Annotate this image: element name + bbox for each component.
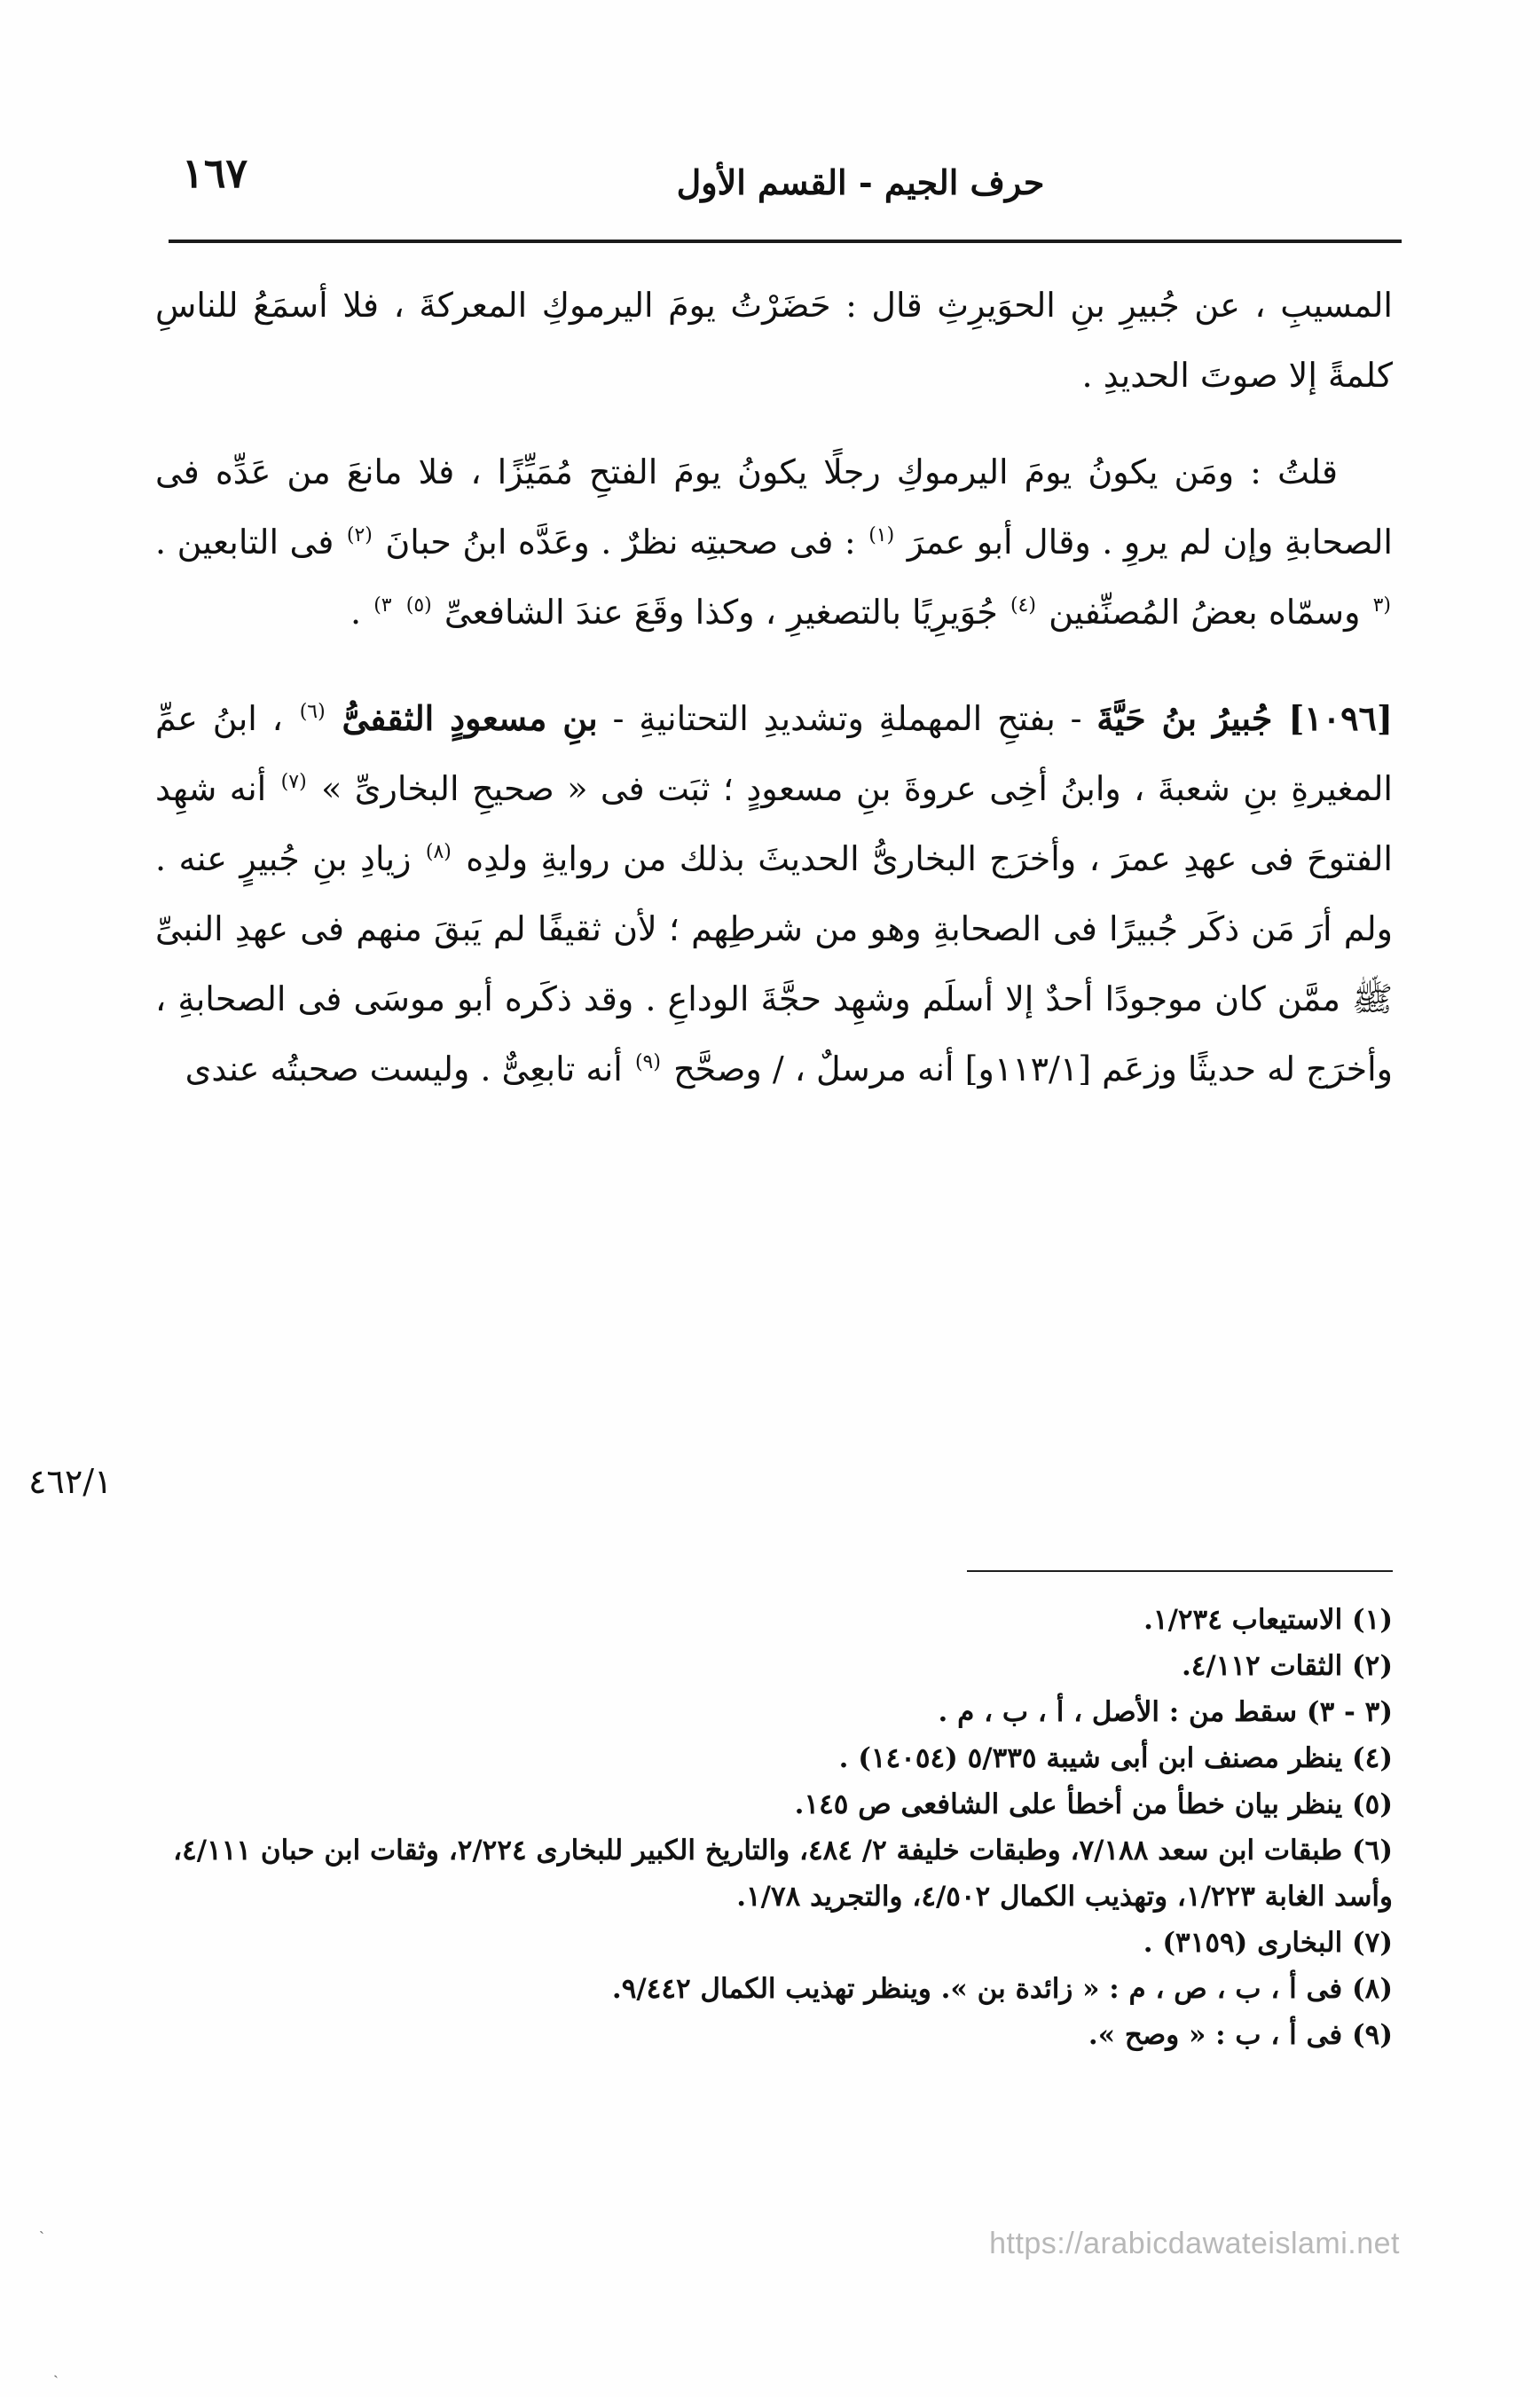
footnote-2: (٢) الثقات ٤/١١٢. [1181, 1650, 1393, 1682]
footnote-4: (٤) ينظر مصنف ابن أبى شيبة ٥/٣٣٥ (١٤٠٥٤) . [838, 1742, 1393, 1774]
entry-1096-paragraph [155, 683, 1393, 1104]
opinion-text-4: وسمّاه بعضُ المُصنِّفين [1049, 593, 1361, 632]
quote-paragraph: المسيبِ ، عن جُبيرِ بنِ الحوَيرِثِ قال : حَضَرْتُ يومَ اليرموكِ المعركةَ ، فلا أسمَعُ للناسِ كلمةً إلا صوتَ الحديدِ . [155, 286, 1393, 395]
opinion-text-6: . [350, 593, 362, 632]
footnote-8: (٨) فى أ ، ب ، ص ، م : « زائدة بن ». وينظر تهذيب الكمال ٩/٤٤٢. [611, 1973, 1393, 2005]
page-header [169, 142, 1402, 243]
opinion-text-3: فى التابعين . [155, 523, 334, 562]
entry-lineage: بنِ مسعودٍ الثقفىُّ [342, 698, 598, 738]
footnote-ref-2: (٢) [346, 524, 373, 547]
footnote-1: (١) الاستيعاب ١/٢٣٤. [1143, 1604, 1393, 1636]
page-number: ١٦٧ [182, 149, 248, 197]
entry-title: [١٠٩٦] جُبيرُ بنُ حَيَّةَ [1096, 698, 1393, 738]
footnote-ref-1: (١) [868, 524, 895, 547]
scan-speck-2: ˴ [53, 2365, 59, 2384]
footnote-divider [967, 1570, 1393, 1572]
footnote-ref-3-open: (٣ [1372, 594, 1391, 617]
footnotes [160, 1597, 1393, 2058]
entry-text-4: أنه تابعِىٌّ . وليست صحبتُه عندى [185, 1049, 623, 1088]
footnote-ref-8: (٨) [425, 841, 452, 864]
author-opinion-paragraph [155, 437, 1393, 648]
scan-speck-1: ˎ [39, 2216, 44, 2235]
footnote-ref-9: (٩) [634, 1051, 661, 1074]
footnote-ref-6: (٦) [299, 701, 326, 724]
manuscript-folio-ref: ٤٦٢/١ [28, 1462, 113, 1501]
entry-vocalization: - بفتحِ المهملةِ وتشديدِ التحتانيةِ - [612, 699, 1082, 738]
main-text [155, 271, 1393, 1104]
entry-text-3: زيادِ بنِ جُبيرٍ عنه . ولم أرَ مَن ذكَر جُبيرًا فى الصحابةِ وهو من شرطِهم ؛ لأن ثقيفًا لم يَبقَ منهم فى عهدِ النبىِّ ﷺ ممَّن كان موجودًا أحدٌ إلا أسلَم وشهِد حجَّةَ الوداعِ . وقد ذكَره أبو موسَى فى الصحابةِ ، وأخرَج له حديثًا وزعَم [١١٣/١و] أنه مرسلٌ ، / وصحَّح [155, 839, 1393, 1088]
footnote-ref-5: (٥) [405, 594, 432, 617]
footnote-5: (٥) ينظر بيان خطأ من أخطأ على الشافعى ص ١٤٥. [794, 1788, 1393, 1820]
website-watermark: https://arabicdawateislami.net [989, 2227, 1400, 2260]
running-title: حرف الجيم - القسم الأول [676, 162, 1045, 202]
footnote-ref-3-close: ٣) [373, 594, 392, 617]
footnote-ref-4: (٤) [1010, 594, 1036, 617]
footnote-3: (٣ - ٣) سقط من : الأصل ، أ ، ب ، م . [938, 1696, 1393, 1728]
footnote-9: (٩) فى أ ، ب : « وصح ». [1088, 2019, 1393, 2051]
footnote-6: (٦) طبقات ابن سعد ٧/١٨٨، وطبقات خليفة ٢/ ٤٨٤، والتاريخ الكبير للبخارى ٢/٢٢٤، وثقات ابن حبان ٤/١١١، وأسد الغابة ١/٢٢٣، وتهذيب الكمال ٤/٥٠٢، والتجريد ١/٧٨. [173, 1835, 1393, 1913]
footnote-7: (٧) البخارى (٣١٥٩) . [1143, 1927, 1393, 1959]
opinion-text-2: : فى صحبتِه نظرٌ . وعَدَّه ابنُ حبانَ [385, 523, 856, 562]
entry-text-2: أنه شهِد الفتوحَ فى عهدِ عمرَ ، وأخرَج البخارىُّ الحديثَ بذلك من روايةِ ولدِه [155, 769, 1393, 878]
footnote-ref-7: (٧) [280, 771, 307, 794]
opinion-text-1: قلتُ : ومَن يكونُ يومَ اليرموكِ رجلًا يكونُ يومَ الفتحِ مُمَيِّزًا ، فلا مانعَ من عَدِّه فى الصحابةِ وإن لم يروِ . وقال أبو عمرَ [155, 452, 1393, 562]
opinion-text-5: جُوَيرِيًا بالتصغيرِ ، وكذا وقَعَ عندَ الشافعىِّ [444, 593, 998, 632]
entry-text-1: ، ابنُ عمِّ المغيرةِ بنِ شعبةَ ، وابنُ أخِى عروةَ بنِ مسعودٍ ؛ ثبَت فى « صحيحِ البخارىِّ » [155, 699, 1393, 808]
